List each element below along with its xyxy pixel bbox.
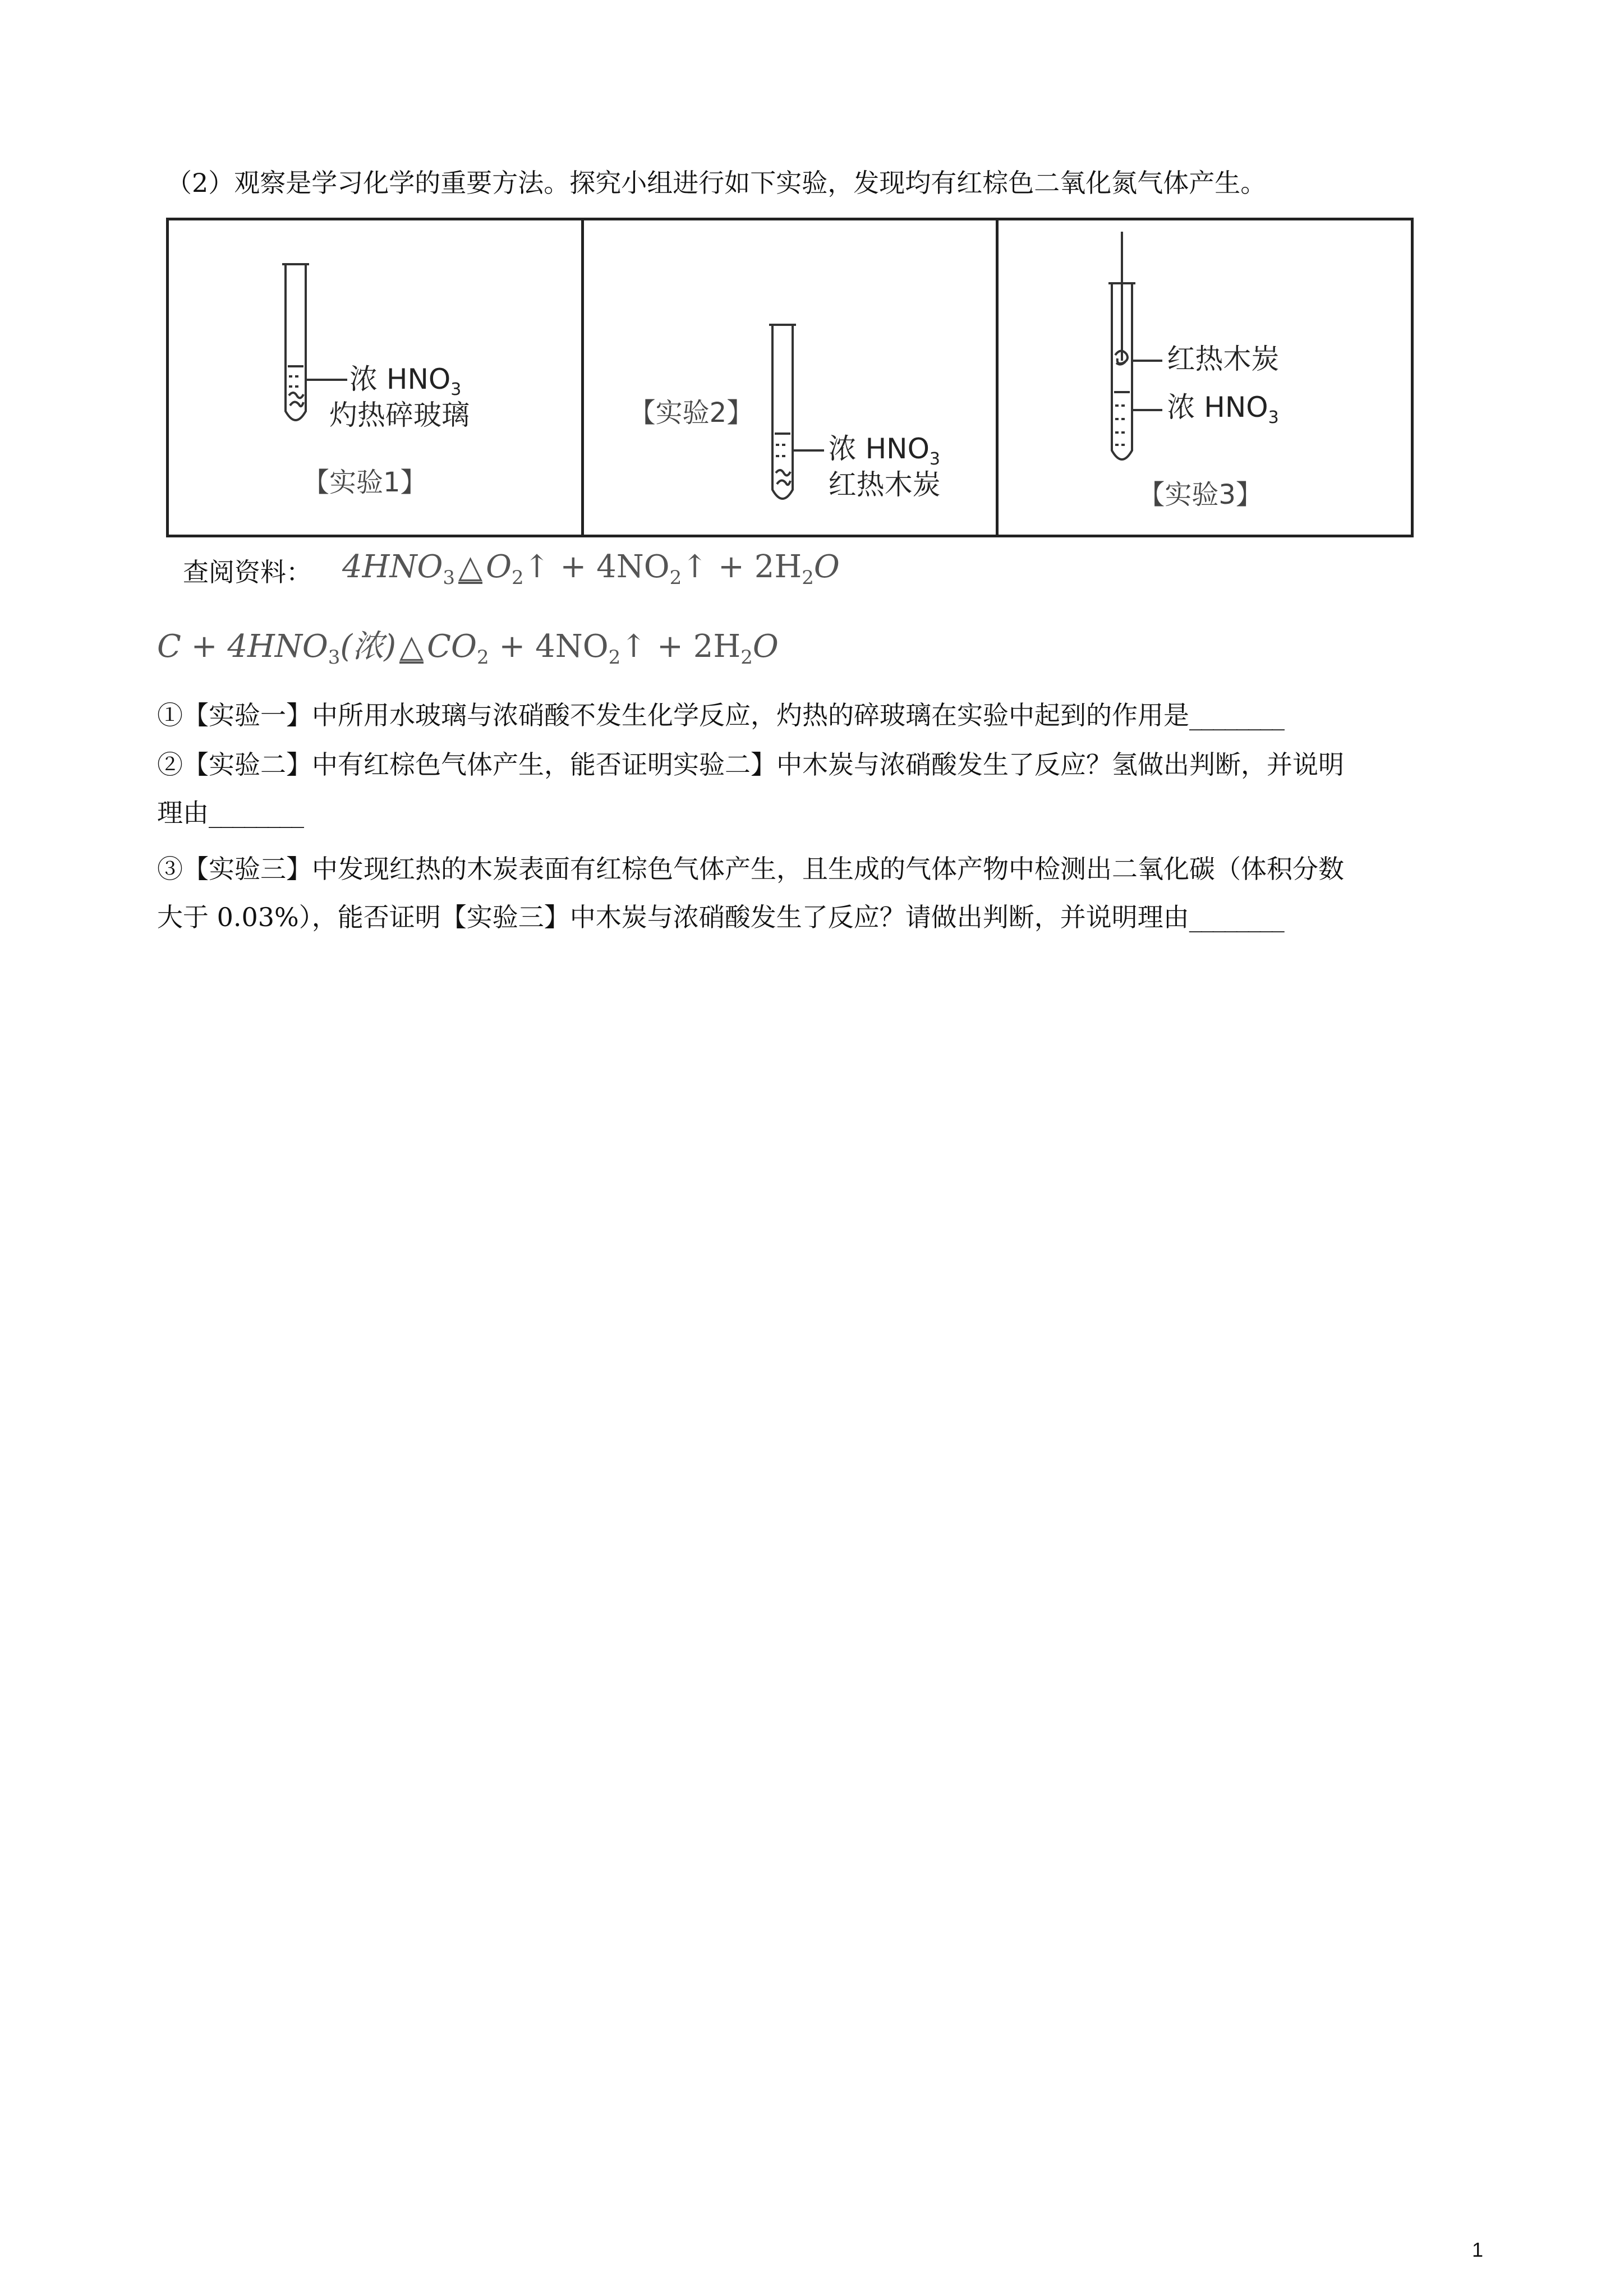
question-1-blank[interactable]: ________ <box>1189 700 1283 730</box>
experiment-2-panel <box>584 220 999 535</box>
experiment-1-caption: 【实验1】 <box>302 467 427 498</box>
equation-1: $4HNO_3$ △ $O_2↑$ + $4NO_2↑ + 2H_2O$ <box>342 549 840 590</box>
experiment-figure <box>166 218 1414 537</box>
page-number: 1 <box>1472 2238 1484 2261</box>
experiment-2-acid-label: 浓 $HNO_3$ <box>828 432 941 469</box>
question-1: ①【实验一】中所用水玻璃与浓硝酸不发生化学反应，灼热的碎玻璃在实验中起到的作用是________ <box>157 700 1283 730</box>
question-2-blank[interactable]: ________ <box>209 798 303 828</box>
intro-text: （2）观察是学习化学的重要方法。探究小组进行如下实验，发现均有红棕色二氧化氮气体产生。 <box>166 168 1267 198</box>
experiment-1-solid-label: 灼热碎玻璃 <box>329 399 470 431</box>
experiment-2-caption: 【实验2】 <box>628 397 754 429</box>
equation-2: $C + 4HNO_3$(浓) △ $CO_2$ + $4NO_2↑ + 2H_2O$ <box>157 628 779 669</box>
reference-label: 查阅资料： <box>183 557 312 587</box>
experiment-1-panel <box>169 220 584 535</box>
question-3-blank[interactable]: ________ <box>1189 902 1283 932</box>
question-3: ③【实验三】中发现红热的木炭表面有红棕色气体产生，且生成的气体产物中检测出二氧化碳（体积分数 大于 0.03%），能否证明【实验三】中木炭与浓硝酸发生了反应？请做出判断，并说明理由________ <box>157 854 1344 932</box>
experiment-3-panel <box>999 220 1411 535</box>
experiment-3-acid-label: 浓 $HNO_3$ <box>1167 391 1279 427</box>
experiment-2-solid-label: 红热木炭 <box>828 468 941 501</box>
experiment-1-acid-label: 浓 $HNO_3$ <box>349 363 462 399</box>
question-2: ②【实验二】中有红棕色气体产生，能否证明实验二】中木炭与浓硝酸发生了反应？氢做出判断，并说明 理由________ <box>157 749 1344 828</box>
experiment-3-caption: 【实验3】 <box>1138 479 1263 510</box>
experiment-3-solid-label: 红热木炭 <box>1167 343 1280 375</box>
